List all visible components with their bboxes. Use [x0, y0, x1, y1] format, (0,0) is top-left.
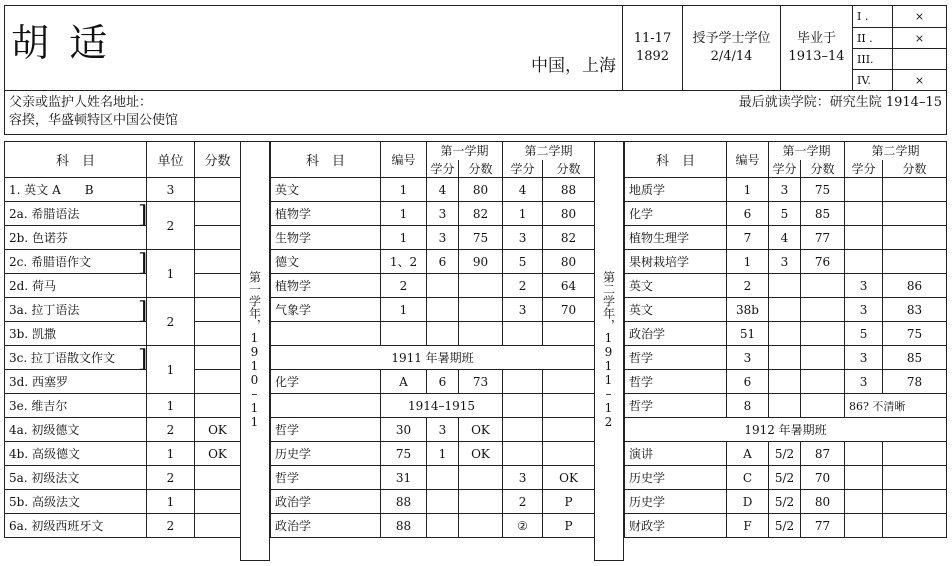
y1-row-s1: 75: [459, 226, 503, 250]
left-row-subject: 3a. 拉丁语法: [5, 298, 147, 322]
y1-row-subject: 化学: [271, 370, 381, 394]
y2-row-s1: 77: [801, 226, 845, 250]
y1-row-s2: OK: [543, 466, 595, 490]
parent-cell: [5, 91, 947, 135]
y1-subject-header: 科 目: [271, 142, 381, 178]
y1-row-c1: [427, 466, 459, 490]
y1-row-subject: 历史学: [271, 442, 381, 466]
y2-row-c2: [845, 490, 883, 514]
y2-row-s1: 77: [801, 514, 845, 538]
left-row-score: [195, 466, 241, 490]
y1-row-s2: 88: [543, 178, 595, 202]
y1-row-c1: 1: [427, 442, 459, 466]
y2-row-number: A: [727, 442, 769, 466]
birth-year: 1892: [635, 49, 670, 64]
y1-credit-header: 学分: [503, 160, 543, 178]
degree-cell: [683, 6, 781, 91]
y1-row-subject: 气象学: [271, 298, 381, 322]
y2-row-c2: [845, 202, 883, 226]
y1-row-subject: 哲学: [271, 418, 381, 442]
y2-row-number: 1: [727, 178, 769, 202]
y1-row-s2: P: [543, 514, 595, 538]
y2-row-s2: [883, 226, 947, 250]
y1-row-c2: 3: [503, 226, 543, 250]
year2-label-cell: [595, 142, 624, 561]
y2-row-c1: 5/2: [769, 514, 801, 538]
y2-row-number: 51: [727, 322, 769, 346]
left-row-subject: 2b. 色诺芬: [5, 226, 147, 250]
roman-3-mark: [893, 49, 947, 70]
y2-row-s1: [801, 322, 845, 346]
roman-1: I .: [853, 6, 893, 28]
y2-row-number: D: [727, 490, 769, 514]
y2-row-s2: [883, 178, 947, 202]
y2-credit-header: 学分: [845, 160, 883, 178]
y2-row-number: 2: [727, 274, 769, 298]
y2-row-s1: 87: [801, 442, 845, 466]
left-row-units: 1: [147, 490, 195, 514]
y1-row-number: 88: [381, 514, 427, 538]
y1-row-c2: 3: [503, 298, 543, 322]
y2-row-c2: [845, 466, 883, 490]
y1-credit-header: 学分: [427, 160, 459, 178]
left-units-header: 单位: [147, 142, 195, 178]
y1-row-c1: [427, 274, 459, 298]
y2-row-s1: [801, 370, 845, 394]
y2-row-subject: 哲学: [625, 394, 727, 418]
left-merged-units: 1: [147, 346, 195, 394]
birth-cell: [623, 6, 683, 91]
left-row-score: [195, 178, 241, 202]
y1-number-header: 编号: [381, 142, 427, 178]
left-row-subject: 3c. 拉丁语散文作文: [5, 346, 147, 370]
y2-row-subject: 历史学: [625, 490, 727, 514]
left-row-subject: 5a. 初级法文: [5, 466, 147, 490]
y1-empty-cell: [381, 322, 427, 346]
y2-row-number: 38b: [727, 298, 769, 322]
left-row-score: [195, 274, 241, 298]
y2-row-illegible: 86? 不清晰: [845, 394, 947, 418]
y2-row-c1: 4: [769, 226, 801, 250]
y1-year-label: 1914–1915: [381, 394, 503, 418]
y1-row-subject: 生物学: [271, 226, 381, 250]
degree-label: 授予学士学位: [692, 31, 771, 46]
left-score-header: 分数: [195, 142, 241, 178]
y1-row-subject: 德文: [271, 250, 381, 274]
bracket-icon: ]: [138, 201, 148, 229]
y1-row-c2: 5: [503, 250, 543, 274]
y2-row-subject: 历史学: [625, 466, 727, 490]
y2-row-s2: 78: [883, 370, 947, 394]
left-row-score: [195, 514, 241, 538]
y1-row-c1: 4: [427, 178, 459, 202]
y2-score-header: 分数: [883, 160, 947, 178]
y1-row-c2: 2: [503, 490, 543, 514]
year2-vertical-label: 第二学年，1911–12: [601, 270, 616, 429]
y1-row-s1: [459, 274, 503, 298]
y1-row-c2: [503, 442, 543, 466]
y1-row-number: 1: [381, 178, 427, 202]
left-row-units: 3: [147, 178, 195, 202]
y2-row-c1: [769, 322, 801, 346]
year1-label-column: [240, 141, 270, 561]
y1-row-c1: [427, 490, 459, 514]
y2-row-c1: [769, 394, 801, 418]
y1-row-subject: 植物学: [271, 202, 381, 226]
graduated-label: 毕业于: [796, 31, 836, 46]
left-row-subject: 3b. 凯撒: [5, 322, 147, 346]
left-row-subject: 2a. 希腊语法: [5, 202, 147, 226]
origin: 中国，上海: [531, 56, 616, 76]
y1-row-s1: 82: [459, 202, 503, 226]
y1-row-subject: 政治学: [271, 514, 381, 538]
left-row-units: 1: [147, 394, 195, 418]
y1-row-s1: [459, 466, 503, 490]
y1-row-s2: 70: [543, 298, 595, 322]
y1-row-s1: [459, 298, 503, 322]
y1-row-c2: ②: [503, 514, 543, 538]
y1-empty-cell: [543, 322, 595, 346]
y1-row-s2: 80: [543, 202, 595, 226]
y2-row-s1: [801, 274, 845, 298]
y2-row-c2: [845, 442, 883, 466]
y1-row-c2: 3: [503, 466, 543, 490]
y1-row-number: 1: [381, 226, 427, 250]
y1-row-subject: 英文: [271, 178, 381, 202]
y1-row-c2: 1: [503, 202, 543, 226]
y1-row-c1: [427, 514, 459, 538]
y2-row-subject: 演讲: [625, 442, 727, 466]
y2-row-s1: [801, 346, 845, 370]
y2-row-number: 6: [727, 202, 769, 226]
y1-row-c2: 2: [503, 274, 543, 298]
parent-label: 父亲或监护人姓名地址：: [9, 95, 153, 110]
left-row-subject: 3d. 西塞罗: [5, 370, 147, 394]
y2-row-c2: [845, 250, 883, 274]
year2-table: [624, 141, 947, 538]
y2-row-c1: 5: [769, 202, 801, 226]
y1-row-number: A: [381, 370, 427, 394]
roman-2: II .: [853, 28, 893, 49]
y2-row-number: 1: [727, 250, 769, 274]
left-row-subject: 2d. 荷马: [5, 274, 147, 298]
y2-row-s1: 85: [801, 202, 845, 226]
y2-row-number: F: [727, 514, 769, 538]
y1-row-number: 88: [381, 490, 427, 514]
bracket-icon: ]: [138, 345, 148, 373]
y1-row-c1: 6: [427, 370, 459, 394]
left-merged-units: 2: [147, 298, 195, 346]
left-row-subject: 1. 英文 A B: [5, 178, 147, 202]
y2-row-subject: 植物生理学: [625, 226, 727, 250]
y2-row-s2: 83: [883, 298, 947, 322]
y2-row-number: 6: [727, 370, 769, 394]
y1-row-number: 30: [381, 418, 427, 442]
y1-row-number: 1: [381, 298, 427, 322]
y2-row-c1: 5/2: [769, 442, 801, 466]
y1-row-s1: OK: [459, 442, 503, 466]
y1-row-s2: 64: [543, 274, 595, 298]
y1-row-c1: [427, 298, 459, 322]
y1-row-c2: [503, 418, 543, 442]
y2-row-s1: 76: [801, 250, 845, 274]
graduated-years: 1913–14: [788, 49, 845, 64]
y2-summer-label: 1912 年暑期班: [625, 418, 947, 442]
roman-1-mark: ×: [893, 6, 947, 28]
graduated-cell: [781, 6, 853, 91]
left-merged-units: 2: [147, 202, 195, 250]
y2-subject-header: 科 目: [625, 142, 727, 178]
left-row-score: [195, 250, 241, 274]
birth-date: 11-17: [633, 31, 672, 46]
y2-row-c1: 3: [769, 250, 801, 274]
y1-row-c1: 6: [427, 250, 459, 274]
y1-row-number: 31: [381, 466, 427, 490]
y2-row-subject: 英文: [625, 274, 727, 298]
left-row-subject: 5b. 高级法文: [5, 490, 147, 514]
header-table: [4, 5, 947, 135]
y1-row-subject: 植物学: [271, 274, 381, 298]
y1-row-c2: 4: [503, 178, 543, 202]
y2-row-c2: 3: [845, 298, 883, 322]
y2-row-c2: [845, 226, 883, 250]
left-row-subject: 4a. 初级德文: [5, 418, 147, 442]
y2-row-s1: 80: [801, 490, 845, 514]
bracket-icon: ]: [138, 297, 148, 325]
y1-row-s2: [543, 442, 595, 466]
y2-row-s2: [883, 250, 947, 274]
y2-row-subject: 财政学: [625, 514, 727, 538]
left-row-score: [195, 322, 241, 346]
y1-row-s2: P: [543, 490, 595, 514]
left-row-score: [195, 490, 241, 514]
y2-row-subject: 地质学: [625, 178, 727, 202]
y2-row-s1: [801, 298, 845, 322]
y1-empty-cell: [271, 394, 381, 418]
y1-summer-label: 1911 年暑期班: [271, 346, 595, 370]
roman-4: IV.: [853, 70, 893, 91]
y1-row-number: 75: [381, 442, 427, 466]
y2-row-subject: 英文: [625, 298, 727, 322]
parent-value: 容揆，华盛顿特区中国公使馆: [9, 113, 179, 128]
year2-label-column: [594, 141, 624, 561]
y1-empty-cell: [543, 394, 595, 418]
y2-row-subject: 政治学: [625, 322, 727, 346]
y2-row-c2: [845, 514, 883, 538]
y1-row-subject: 政治学: [271, 490, 381, 514]
y1-empty-cell: [271, 322, 381, 346]
student-name: 胡 适: [11, 21, 112, 65]
y1-row-s1: [459, 514, 503, 538]
y2-row-s2: [883, 442, 947, 466]
roman-2-mark: ×: [893, 28, 947, 49]
y2-row-c2: [845, 178, 883, 202]
y1-row-s2: [543, 418, 595, 442]
y2-row-c1: [769, 298, 801, 322]
y1-empty-cell: [427, 322, 459, 346]
degree-date: 2/4/14: [710, 49, 753, 64]
y1-row-c1: 3: [427, 226, 459, 250]
y1-row-c1: 3: [427, 202, 459, 226]
y2-sem2-header: 第二学期: [845, 142, 947, 160]
y2-row-c1: [769, 346, 801, 370]
left-row-score: [195, 226, 241, 250]
left-row-subject: 2c. 希腊语作文: [5, 250, 147, 274]
y2-row-number: C: [727, 466, 769, 490]
y1-row-c1: 3: [427, 418, 459, 442]
y2-row-subject: 哲学: [625, 370, 727, 394]
left-row-score: OK: [195, 442, 241, 466]
y1-score-header: 分数: [459, 160, 503, 178]
y2-row-s1: 75: [801, 178, 845, 202]
y2-row-c2: 3: [845, 274, 883, 298]
y1-sem2-header: 第二学期: [503, 142, 595, 160]
left-subject-header: 科 目: [5, 142, 147, 178]
y2-row-subject: 哲学: [625, 346, 727, 370]
y1-row-subject: 哲学: [271, 466, 381, 490]
last-school: 最后就读学院：研究生院 1914–15: [738, 95, 942, 110]
y2-sem1-header: 第一学期: [769, 142, 845, 160]
y1-empty-cell: [503, 394, 543, 418]
y1-empty-cell: [459, 322, 503, 346]
left-row-units: 2: [147, 514, 195, 538]
left-row-score: [195, 346, 241, 370]
y1-row-s1: 90: [459, 250, 503, 274]
y2-row-s2: [883, 490, 947, 514]
left-row-subject: 3e. 维吉尔: [5, 394, 147, 418]
y2-row-s1: 70: [801, 466, 845, 490]
year1-table: [270, 141, 595, 538]
entrance-table: [4, 141, 241, 538]
y2-row-number: 7: [727, 226, 769, 250]
y1-row-number: 1: [381, 202, 427, 226]
y1-row-s1: 73: [459, 370, 503, 394]
y1-sem1-header: 第一学期: [427, 142, 503, 160]
left-row-subject: 4b. 高级德文: [5, 442, 147, 466]
left-row-score: [195, 298, 241, 322]
y1-row-s1: 80: [459, 178, 503, 202]
left-row-score: [195, 370, 241, 394]
y1-row-s1: OK: [459, 418, 503, 442]
left-row-units: 2: [147, 418, 195, 442]
year1-vertical-label: 第一学年，1910–11: [247, 270, 262, 429]
bracket-icon: ]: [138, 249, 148, 277]
y2-credit-header: 学分: [769, 160, 801, 178]
y2-row-subject: 果树栽培学: [625, 250, 727, 274]
y2-row-subject: 化学: [625, 202, 727, 226]
y2-row-s2: [883, 466, 947, 490]
y2-row-c2: 5: [845, 322, 883, 346]
year1-label-cell: [241, 142, 270, 561]
y1-empty-cell: [503, 322, 543, 346]
name-cell: [5, 6, 623, 91]
y2-row-number: 8: [727, 394, 769, 418]
left-row-score: [195, 394, 241, 418]
y2-row-s2: [883, 514, 947, 538]
y2-row-c1: 5/2: [769, 490, 801, 514]
y2-row-s2: 86: [883, 274, 947, 298]
y2-row-s2: 75: [883, 322, 947, 346]
y2-number-header: 编号: [727, 142, 769, 178]
y2-score-header: 分数: [801, 160, 845, 178]
y1-row-s2: 82: [543, 226, 595, 250]
y1-row-s2: 80: [543, 250, 595, 274]
y2-row-c1: 5/2: [769, 466, 801, 490]
left-row-score: OK: [195, 418, 241, 442]
roman-4-mark: ×: [893, 70, 947, 91]
left-row-units: 2: [147, 466, 195, 490]
y1-row-number: 2: [381, 274, 427, 298]
roman-3: III.: [853, 49, 893, 70]
left-row-subject: 6a. 初级西班牙文: [5, 514, 147, 538]
left-merged-units: 1: [147, 250, 195, 298]
y2-row-c2: 3: [845, 346, 883, 370]
y2-row-c1: 3: [769, 178, 801, 202]
y2-row-s2: 85: [883, 346, 947, 370]
y1-row-number: 1、2: [381, 250, 427, 274]
y2-row-c1: [769, 370, 801, 394]
y1-row-s2: [543, 370, 595, 394]
y1-score-header: 分数: [543, 160, 595, 178]
y1-row-s1: [459, 490, 503, 514]
y2-row-c1: [769, 274, 801, 298]
left-row-score: [195, 202, 241, 226]
y2-row-c2: 3: [845, 370, 883, 394]
y2-row-s2: [883, 202, 947, 226]
y2-row-number: 3: [727, 346, 769, 370]
left-row-units: 1: [147, 442, 195, 466]
y1-row-c2: [503, 370, 543, 394]
y2-row-s1: [801, 394, 845, 418]
